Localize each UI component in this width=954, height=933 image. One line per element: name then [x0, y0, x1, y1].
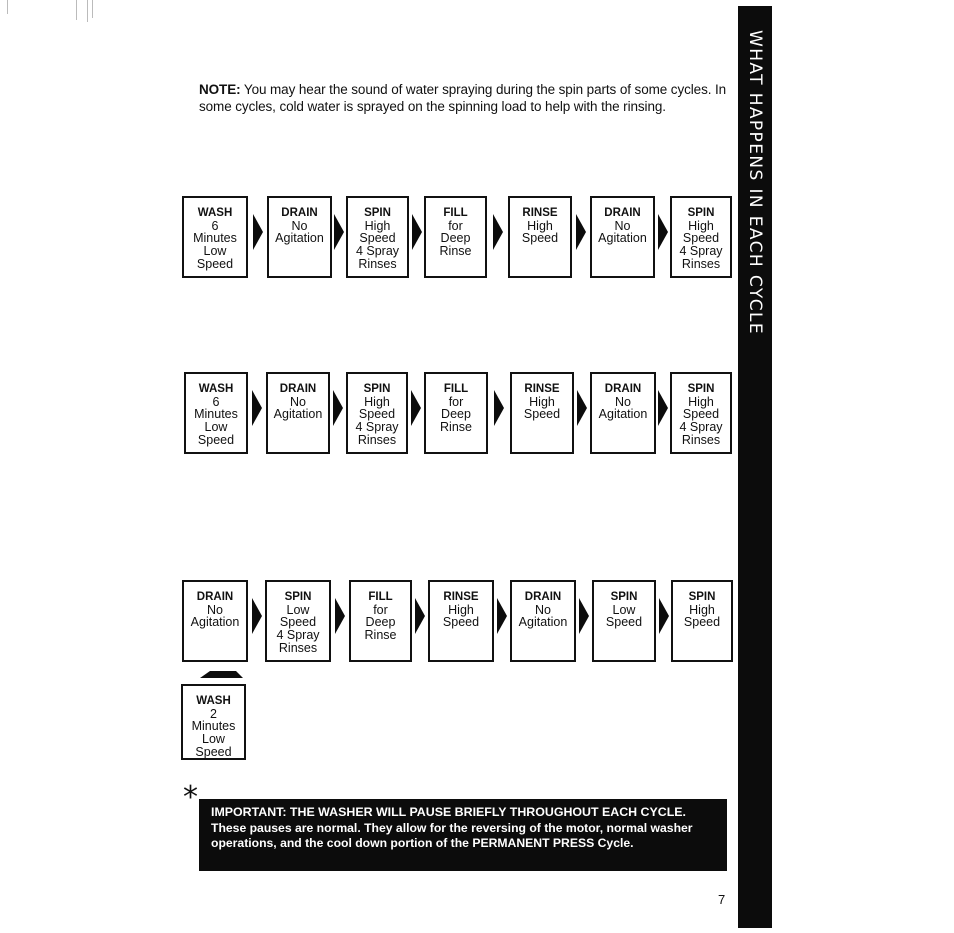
step-detail: Speed: [195, 744, 232, 759]
cycle-step-drain: [267, 196, 332, 278]
step-detail: Speed: [279, 615, 317, 630]
cycle-step-fill: [424, 196, 487, 278]
step-detail: for: [448, 218, 463, 233]
step-title: DRAIN: [524, 591, 562, 603]
step-title: FILL: [443, 383, 469, 395]
important-banner: [199, 799, 727, 871]
flow-arrow-icon: [658, 390, 668, 426]
step-title: DRAIN: [279, 383, 317, 395]
cycle-step-drain: [590, 196, 655, 278]
step-detail: Low: [203, 244, 227, 259]
flow-arrow-icon: [252, 598, 262, 634]
step-detail: Speed: [683, 615, 721, 630]
note-label: NOTE:: [199, 82, 241, 97]
step-detail: Rinses: [681, 256, 721, 271]
step-detail: Agitation: [273, 407, 323, 422]
cycle-step-spin: [346, 372, 408, 454]
step-detail: Low: [202, 732, 225, 747]
scan-mark: [92, 0, 93, 18]
cycle-step-fill: [424, 372, 488, 454]
step-detail: Minutes: [191, 719, 236, 734]
flow-arrow-icon: [415, 598, 425, 634]
step-detail: High: [688, 218, 714, 233]
flow-arrow-icon: [333, 390, 343, 426]
flow-arrow-icon: [493, 214, 503, 250]
step-detail: High: [688, 394, 714, 409]
cycle-step-spin: [671, 580, 733, 662]
step-detail: for: [373, 602, 388, 617]
cycle-step-spin: [592, 580, 656, 662]
step-detail: Speed: [521, 231, 559, 246]
flow-arrow-icon: [335, 598, 345, 634]
step-detail: 4 Spray: [276, 628, 320, 643]
step-detail: Rinses: [358, 256, 397, 271]
cycle-step-spin: [346, 196, 409, 278]
cycle-step-drain: [510, 580, 576, 662]
step-detail: Rinses: [357, 432, 397, 447]
step-detail: Rinse: [440, 420, 472, 435]
step-detail: Speed: [197, 432, 235, 447]
step-title: DRAIN: [196, 591, 234, 603]
scan-mark: [76, 0, 77, 20]
scan-mark: [7, 0, 8, 14]
cycle-step-wash: [184, 372, 248, 454]
flow-arrow-icon: [658, 214, 668, 250]
cycle-step-rinse: [428, 580, 494, 662]
step-detail: High: [448, 602, 474, 617]
flow-arrow-icon: [659, 598, 669, 634]
step-title: RINSE: [522, 207, 558, 219]
flow-arrow-icon: [576, 214, 586, 250]
flow-arrow-icon: [252, 390, 262, 426]
step-title: SPIN: [687, 383, 715, 395]
cycle-step-wash: [181, 684, 246, 760]
cycle-step-spin: [670, 196, 732, 278]
important-body: These pauses are normal. They allow for the reversing of the motor, normal washer operations, and the cool down portion of the PERMANENT PRESS Cycle.: [211, 820, 693, 850]
step-detail: 4 Spray: [679, 420, 723, 435]
step-detail: 4 Spray: [679, 244, 723, 259]
step-detail: High: [364, 218, 391, 233]
flow-arrow-icon: [579, 598, 589, 634]
flow-arrow-icon: [253, 214, 263, 250]
step-detail: Agitation: [518, 615, 568, 630]
cycle-step-drain: [266, 372, 330, 454]
step-detail: Rinse: [439, 244, 472, 259]
step-title: SPIN: [610, 591, 638, 603]
step-detail: Agitation: [598, 407, 648, 422]
step-title: SPIN: [284, 591, 312, 603]
step-title: RINSE: [524, 383, 560, 395]
step-detail: Speed: [359, 231, 396, 246]
step-detail: No: [614, 218, 631, 233]
step-detail: Low: [204, 420, 228, 435]
step-detail: Minutes: [193, 231, 237, 246]
step-detail: 6: [211, 218, 219, 233]
step-detail: 6: [212, 394, 220, 409]
step-detail: Deep: [365, 615, 396, 630]
step-title: SPIN: [363, 383, 391, 395]
cycle-step-rinse: [508, 196, 572, 278]
step-detail: Deep: [441, 407, 471, 422]
step-detail: Speed: [682, 407, 720, 422]
cycle-step-drain: [182, 580, 248, 662]
flow-arrow-icon: [334, 214, 344, 250]
step-detail: Low: [286, 602, 310, 617]
step-detail: High: [529, 394, 555, 409]
step-detail: Speed: [442, 615, 480, 630]
step-detail: No: [290, 394, 306, 409]
flow-arrow-icon: [497, 598, 507, 634]
cycle-step-spin: [670, 372, 732, 454]
step-detail: 4 Spray: [355, 244, 400, 259]
step-detail: for: [448, 394, 464, 409]
cycle-step-wash: [182, 196, 248, 278]
step-detail: Speed: [358, 407, 396, 422]
step-detail: No: [207, 602, 223, 617]
step-detail: Deep: [440, 231, 471, 246]
cycle-step-fill: [349, 580, 412, 662]
step-detail: High: [364, 394, 390, 409]
step-title: DRAIN: [604, 207, 641, 219]
important-heading: IMPORTANT: THE WASHER WILL PAUSE BRIEFLY THROUGHOUT EACH CYCLE.: [211, 805, 686, 819]
step-detail: Rinse: [364, 628, 397, 643]
step-title: DRAIN: [281, 207, 318, 219]
note-text: You may hear the sound of water spraying during the spin parts of some cycles. In some cycles, cold water is sprayed on the spinning load to help with the rinsing.: [199, 82, 727, 114]
cycle-step-drain: [590, 372, 656, 454]
step-detail: No: [615, 394, 631, 409]
step-detail: No: [291, 218, 308, 233]
note-paragraph: [199, 81, 734, 115]
step-detail: Speed: [196, 256, 234, 271]
step-detail: Rinses: [278, 640, 318, 655]
step-detail: 2: [210, 706, 217, 721]
step-detail: Low: [612, 602, 636, 617]
step-title: WASH: [198, 383, 234, 395]
step-title: SPIN: [687, 207, 715, 219]
step-detail: 4 Spray: [355, 420, 399, 435]
step-detail: Rinses: [681, 432, 721, 447]
step-detail: Speed: [523, 407, 561, 422]
up-arrow-icon: [198, 668, 244, 680]
cycle-step-rinse: [510, 372, 574, 454]
cycle-step-spin: [265, 580, 331, 662]
step-detail: High: [689, 602, 715, 617]
step-detail: Agitation: [190, 615, 240, 630]
flow-arrow-icon: [577, 390, 587, 426]
step-title: WASH: [196, 695, 231, 707]
flow-arrow-icon: [494, 390, 504, 426]
step-title: FILL: [368, 591, 393, 603]
step-title: SPIN: [688, 591, 716, 603]
step-detail: Agitation: [275, 231, 324, 246]
step-title: WASH: [197, 207, 233, 219]
step-title: DRAIN: [604, 383, 642, 395]
step-title: SPIN: [364, 207, 391, 219]
step-detail: Speed: [682, 231, 720, 246]
page-number: 7: [718, 892, 726, 907]
step-detail: High: [527, 218, 553, 233]
step-detail: Minutes: [194, 407, 238, 422]
step-detail: Speed: [605, 615, 643, 630]
scan-mark: [87, 0, 88, 22]
asterisk-marker: *: [183, 780, 198, 815]
step-detail: Agitation: [598, 231, 647, 246]
flow-arrow-icon: [411, 390, 421, 426]
section-side-title: WHAT HAPPENS IN EACH CYCLE: [745, 30, 765, 336]
step-title: FILL: [443, 207, 468, 219]
step-title: RINSE: [443, 591, 479, 603]
step-detail: No: [535, 602, 551, 617]
flow-arrow-icon: [412, 214, 422, 250]
